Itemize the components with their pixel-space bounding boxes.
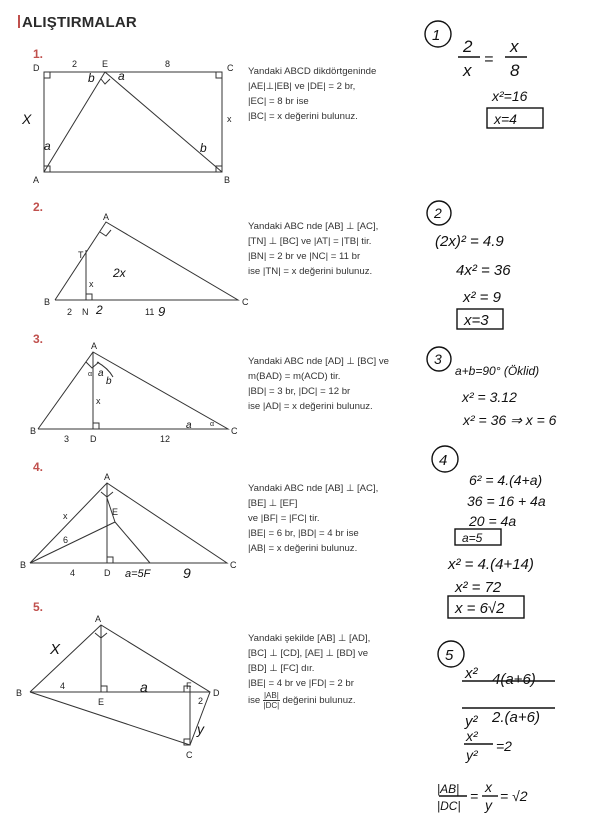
fig5-hw-x: X — [50, 641, 61, 658]
fig4-hw-a: a=5F — [125, 568, 151, 580]
fig5-label-a: A — [95, 614, 102, 624]
problem-5-ratio-prefix: ise — [248, 695, 261, 707]
fig3-label-x: x — [96, 396, 101, 406]
fig5-label-e: E — [98, 697, 105, 707]
fig1-label-ec: 8 — [165, 59, 171, 69]
solution-1-number: 1 — [432, 27, 441, 44]
solution-3-line-3: x² = 36 ⇒ x = 6 — [463, 412, 557, 428]
fig2-label-nc: 11 — [145, 307, 155, 317]
problem-1-line-3: |EC| = 8 br ise — [248, 96, 309, 107]
problem-4-line-2: [BE] ⊥ [EF] — [248, 498, 298, 509]
solution-2-line-2: 4x² = 36 — [456, 262, 511, 279]
fig5-label-fd: 2 — [198, 696, 204, 706]
fig3-hw-b: b — [106, 376, 112, 387]
solution-5-line-3-rhs: =2 — [496, 738, 512, 754]
fig3-hw-a: a — [98, 368, 104, 379]
solution-1-line-1: x²=16 — [492, 88, 528, 104]
fig5-label-be: 4 — [60, 681, 66, 691]
solution-4-number: 4 — [439, 452, 448, 469]
problem-5-line-2: [BC] ⊥ [CD], [AE] ⊥ [BD] ve — [248, 648, 369, 659]
problem-5-line-3: [BD] ⊥ [FC] dır. — [248, 663, 315, 674]
solution-1-right-den: 8 — [510, 61, 520, 80]
fig4-label-b: B — [20, 560, 27, 570]
problem-2-number: 2. — [33, 200, 44, 214]
solution-1-left-num: 2 — [463, 37, 473, 56]
fig1-hw-x: X — [22, 111, 32, 127]
solution-5-line-1-rhs: 4(a+6) — [492, 671, 536, 688]
fig3-label-bd: 3 — [64, 434, 70, 444]
solution-1-equals: = — [484, 51, 494, 68]
problem-2-line-4: ise |TN| = x değerini bulunuz. — [248, 266, 373, 277]
problem-1-line-1: Yandaki ABCD dikdörtgeninde — [248, 66, 377, 77]
solution-1-answer: x=4 — [494, 111, 517, 127]
fig1-label-b: B — [224, 175, 231, 185]
solution-2-number: 2 — [434, 205, 442, 221]
solution-5-line-1-num: x² — [465, 665, 478, 682]
problem-2-line-1: Yandaki ABC nde [AB] ⊥ [AC], — [248, 221, 379, 232]
fig3-hw-a2: a — [186, 420, 192, 431]
page-title-text: ALIŞTIRMALAR — [22, 14, 137, 31]
solution-5-final-num: |AB| — [437, 782, 460, 796]
solution-4-line-2: 36 = 16 + 4a — [467, 493, 546, 509]
problem-3-line-1: Yandaki ABC nde [AD] ⊥ [BC] ve — [248, 356, 389, 367]
fig3-label-alpha-top: α — [88, 371, 93, 378]
fig1-label-d: D — [33, 63, 40, 73]
solution-5-final-den: |DC| — [437, 799, 461, 813]
fig1-label-bc: x — [227, 114, 232, 124]
solution-4-line-5: x² = 4.(4+14) — [448, 556, 534, 573]
solution-5-line-3-num: x² — [466, 728, 478, 744]
solution-5-final-mid-den: y — [485, 797, 492, 813]
problem-5-line-1: Yandaki şekilde [AB] ⊥ [AD], — [248, 633, 371, 644]
solution-4-line-6: x² = 72 — [455, 579, 502, 596]
fig5-hw-y: y — [197, 721, 204, 737]
solution-3-number: 3 — [434, 351, 442, 367]
problem-4-line-3: ve |BF| = |FC| tir. — [248, 513, 320, 524]
fig3-label-alpha-bottom: α — [210, 421, 215, 428]
fig2-label-a: A — [103, 212, 110, 222]
fig4-label-c: C — [230, 560, 237, 570]
fig2-hw-2: 2 — [96, 303, 103, 317]
solution-3-line-2: x² = 3.12 — [462, 389, 517, 405]
solution-5-final-eq: = — [470, 788, 479, 804]
ratio-denominator: |DC| — [263, 701, 280, 710]
fig5-hw-a: a — [140, 679, 148, 695]
solution-2-answer: x=3 — [464, 312, 489, 329]
solution-2-line-1: (2x)² = 4.9 — [435, 233, 504, 250]
solution-5-final-rhs: = √2 — [500, 788, 528, 804]
fig3-label-b: B — [30, 426, 37, 436]
solution-5-line-2-rhs: 2.(a+6) — [492, 709, 540, 726]
solution-4-answer: x = 6√2 — [455, 600, 505, 617]
problem-3-line-4: ise |AD| = x değerini bulunuz. — [248, 401, 373, 412]
fig1-hw-a2: a — [118, 69, 125, 83]
fig3-label-c: C — [231, 426, 238, 436]
fig3-label-a: A — [91, 341, 98, 351]
fig1-label-de: 2 — [72, 59, 78, 69]
fig3-label-dc: 12 — [160, 434, 171, 444]
fig4-hw-9: 9 — [183, 565, 191, 581]
solution-1-left-den: x — [463, 61, 472, 80]
fig1-hw-a1: a — [44, 139, 51, 153]
problem-5-number: 5. — [33, 600, 44, 614]
solution-4-line-4: a=5 — [462, 531, 483, 545]
fig2-label-b: B — [44, 297, 51, 307]
problem-4-line-4: |BE| = 6 br, |BD| = 4 br ise — [248, 528, 359, 539]
solution-5-line-3-den: y² — [466, 747, 478, 763]
fig5-label-f: F — [186, 681, 192, 691]
fig4-label-x: x — [63, 511, 68, 521]
fig1-hw-b2: b — [200, 141, 207, 155]
fig2-label-x: x — [89, 279, 94, 289]
fig4-label-d: D — [104, 568, 111, 578]
problem-3-line-3: |BD| = 3 br, |DC| = 12 br — [248, 386, 351, 397]
solution-4-line-3: 20 = 4a — [469, 513, 517, 529]
fig4-label-e: E — [112, 507, 119, 517]
fig3-label-d: D — [90, 434, 97, 444]
solution-4-line-1: 6² = 4.(4+a) — [469, 472, 543, 488]
fig1-label-c: C — [227, 63, 234, 73]
ratio-numerator: |AB| — [263, 691, 279, 700]
fig5-label-b: B — [16, 688, 23, 698]
fig4-label-be: 6 — [63, 535, 69, 545]
problem-5-line-4: |BE| = 4 br ve |FD| = 2 br — [248, 678, 354, 689]
solution-5-line-2-num: y² — [465, 713, 478, 730]
problem-2-line-2: [TN] ⊥ [BC] ve |AT| = |TB| tir. — [248, 236, 372, 247]
problem-1-line-4: |BC| = x değerini bulunuz. — [248, 111, 358, 122]
problem-2-line-3: |BN| = 2 br ve |NC| = 11 br — [248, 251, 361, 262]
problem-5-line-5-text: değerini bulunuz. — [282, 695, 356, 707]
problem-1-number: 1. — [33, 47, 44, 61]
fig1-hw-b1: b — [88, 71, 95, 85]
fig4-label-a: A — [104, 472, 111, 482]
solution-5-number: 5 — [445, 647, 454, 664]
fig2-hw-9: 9 — [158, 304, 166, 319]
problem-4-number: 4. — [33, 460, 44, 474]
solution-3-line-1: a+b=90° (Öklid) — [455, 364, 540, 378]
problem-1-line-2: |AE|⊥|EB| ve |DE| = 2 br, — [248, 81, 356, 92]
fig1-label-e: E — [102, 59, 109, 69]
solution-2-line-3: x² = 9 — [463, 289, 501, 306]
fig2-label-t: T — [78, 250, 84, 260]
fig5-label-d: D — [213, 688, 220, 698]
problem-4-line-5: |AB| = x değerini bulunuz. — [248, 543, 358, 554]
fig2-hw-2x: 2x — [113, 266, 126, 280]
fig4-label-bd: 4 — [70, 568, 76, 578]
fig1-label-a: A — [33, 175, 40, 185]
solution-5-final-mid-num: x — [485, 779, 492, 795]
fig2-label-n: N — [82, 307, 89, 317]
problem-3-number: 3. — [33, 332, 44, 346]
problem-4-line-1: Yandaki ABC nde [AB] ⊥ [AC], — [248, 483, 379, 494]
fig5-label-c: C — [186, 750, 193, 760]
problem-3-line-2: m(BAD) = m(ACD) tir. — [248, 371, 341, 382]
solution-1-right-num: x — [510, 37, 519, 56]
fig2-label-bn: 2 — [67, 307, 73, 317]
fig2-label-c: C — [242, 297, 249, 307]
